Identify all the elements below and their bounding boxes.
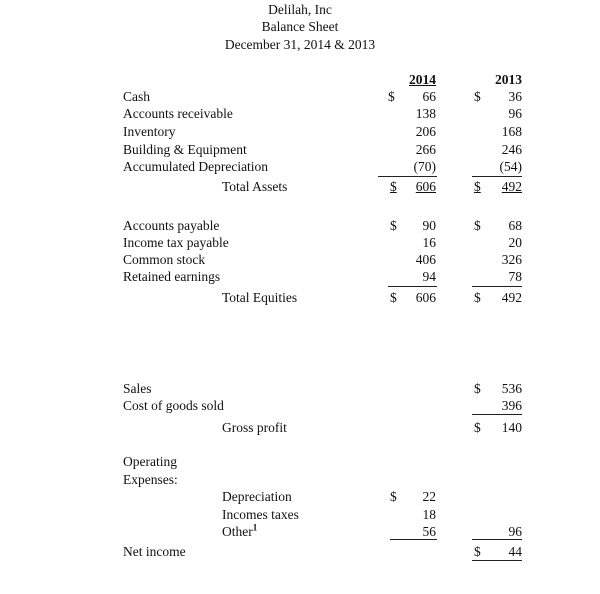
subtotal-rule: [390, 539, 437, 540]
asset-value-2014: (70): [413, 159, 436, 174]
asset-label: Accounts receivable: [123, 106, 233, 121]
equity-value-2013: 20: [508, 235, 522, 250]
total-equities-2013: 492: [501, 290, 522, 305]
asset-label: Building & Equipment: [123, 142, 247, 157]
asset-value-2013: 246: [501, 142, 522, 157]
asset-label: Inventory: [123, 124, 176, 139]
equity-label: Accounts payable: [123, 218, 220, 233]
equity-value-2014: 90: [422, 218, 436, 233]
subtotal-rule: [472, 414, 522, 415]
column-header-2013: 2013: [495, 72, 522, 87]
currency-symbol: $: [474, 420, 481, 435]
asset-value-2013: 36: [508, 89, 522, 104]
currency-symbol: $: [474, 179, 481, 194]
asset-value-2014: 206: [415, 124, 436, 139]
asset-value-2013: 96: [508, 106, 522, 121]
column-header-2014: 2014: [409, 72, 436, 87]
expense-label: Incomes taxes: [222, 507, 299, 522]
footnote-marker: 1: [252, 522, 258, 533]
asset-value-2014: 266: [415, 142, 436, 157]
equity-label: Retained earnings: [123, 269, 221, 284]
total-assets-2013: 492: [501, 179, 522, 194]
gross-profit-label: Gross profit: [222, 420, 287, 435]
asset-value-2014: 138: [415, 106, 436, 121]
total-equities-label: Total Equities: [222, 290, 298, 305]
net-income-value: 44: [508, 544, 522, 559]
currency-symbol: $: [390, 179, 397, 194]
sales-value: 536: [501, 381, 522, 396]
statement-date: December 31, 2014 & 2013: [224, 37, 376, 52]
currency-symbol: $: [390, 290, 397, 305]
operating-expenses-label: Expenses:: [123, 472, 178, 487]
equity-value-2013: 78: [508, 269, 522, 284]
expense-label-text: Other: [222, 524, 253, 539]
asset-value-2014: 66: [422, 89, 436, 104]
total-assets-label: Total Assets: [222, 179, 288, 194]
equity-value-2014: 94: [422, 269, 436, 284]
asset-label: Cash: [123, 89, 150, 104]
asset-value-2013: 168: [501, 124, 522, 139]
total-assets-2014: 606: [415, 179, 436, 194]
subtotal-rule: [472, 176, 522, 177]
sales-label: Sales: [123, 381, 152, 396]
currency-symbol: $: [388, 89, 395, 104]
currency-symbol: $: [390, 489, 397, 504]
operating-expenses-label: Operating: [123, 454, 177, 469]
company-name: Delilah, Inc: [268, 2, 332, 17]
currency-symbol: $: [474, 218, 481, 233]
subtotal-rule: [472, 286, 522, 287]
currency-symbol: $: [474, 89, 481, 104]
equity-label: Income tax payable: [123, 235, 229, 250]
equity-value-2013: 326: [501, 252, 522, 267]
total-equities-2014: 606: [415, 290, 436, 305]
currency-symbol: $: [474, 381, 481, 396]
expense-value: 56: [422, 524, 436, 539]
net-income-label: Net income: [123, 544, 186, 559]
expense-value: 22: [422, 489, 436, 504]
asset-value-2013: (54): [499, 159, 522, 174]
gross-profit-value: 140: [501, 420, 522, 435]
currency-symbol: $: [474, 544, 481, 559]
asset-label: Accumulated Depreciation: [123, 159, 269, 174]
expense-label: [222, 524, 257, 540]
equity-label: Common stock: [123, 252, 206, 267]
subtotal-rule: [378, 176, 437, 177]
expense-value: 18: [422, 507, 436, 522]
subtotal-rule: [388, 286, 437, 287]
equity-value-2014: 406: [415, 252, 436, 267]
equity-value-2014: 16: [422, 235, 436, 250]
total-expenses-value: 96: [508, 524, 522, 539]
equity-value-2013: 68: [508, 218, 522, 233]
cogs-label: Cost of goods sold: [123, 398, 224, 413]
cogs-value: 396: [501, 398, 522, 413]
statement-title: Balance Sheet: [261, 19, 339, 34]
total-rule: [472, 560, 522, 561]
subtotal-rule: [472, 539, 522, 540]
currency-symbol: $: [474, 290, 481, 305]
expense-label: Depreciation: [222, 489, 292, 504]
currency-symbol: $: [390, 218, 397, 233]
